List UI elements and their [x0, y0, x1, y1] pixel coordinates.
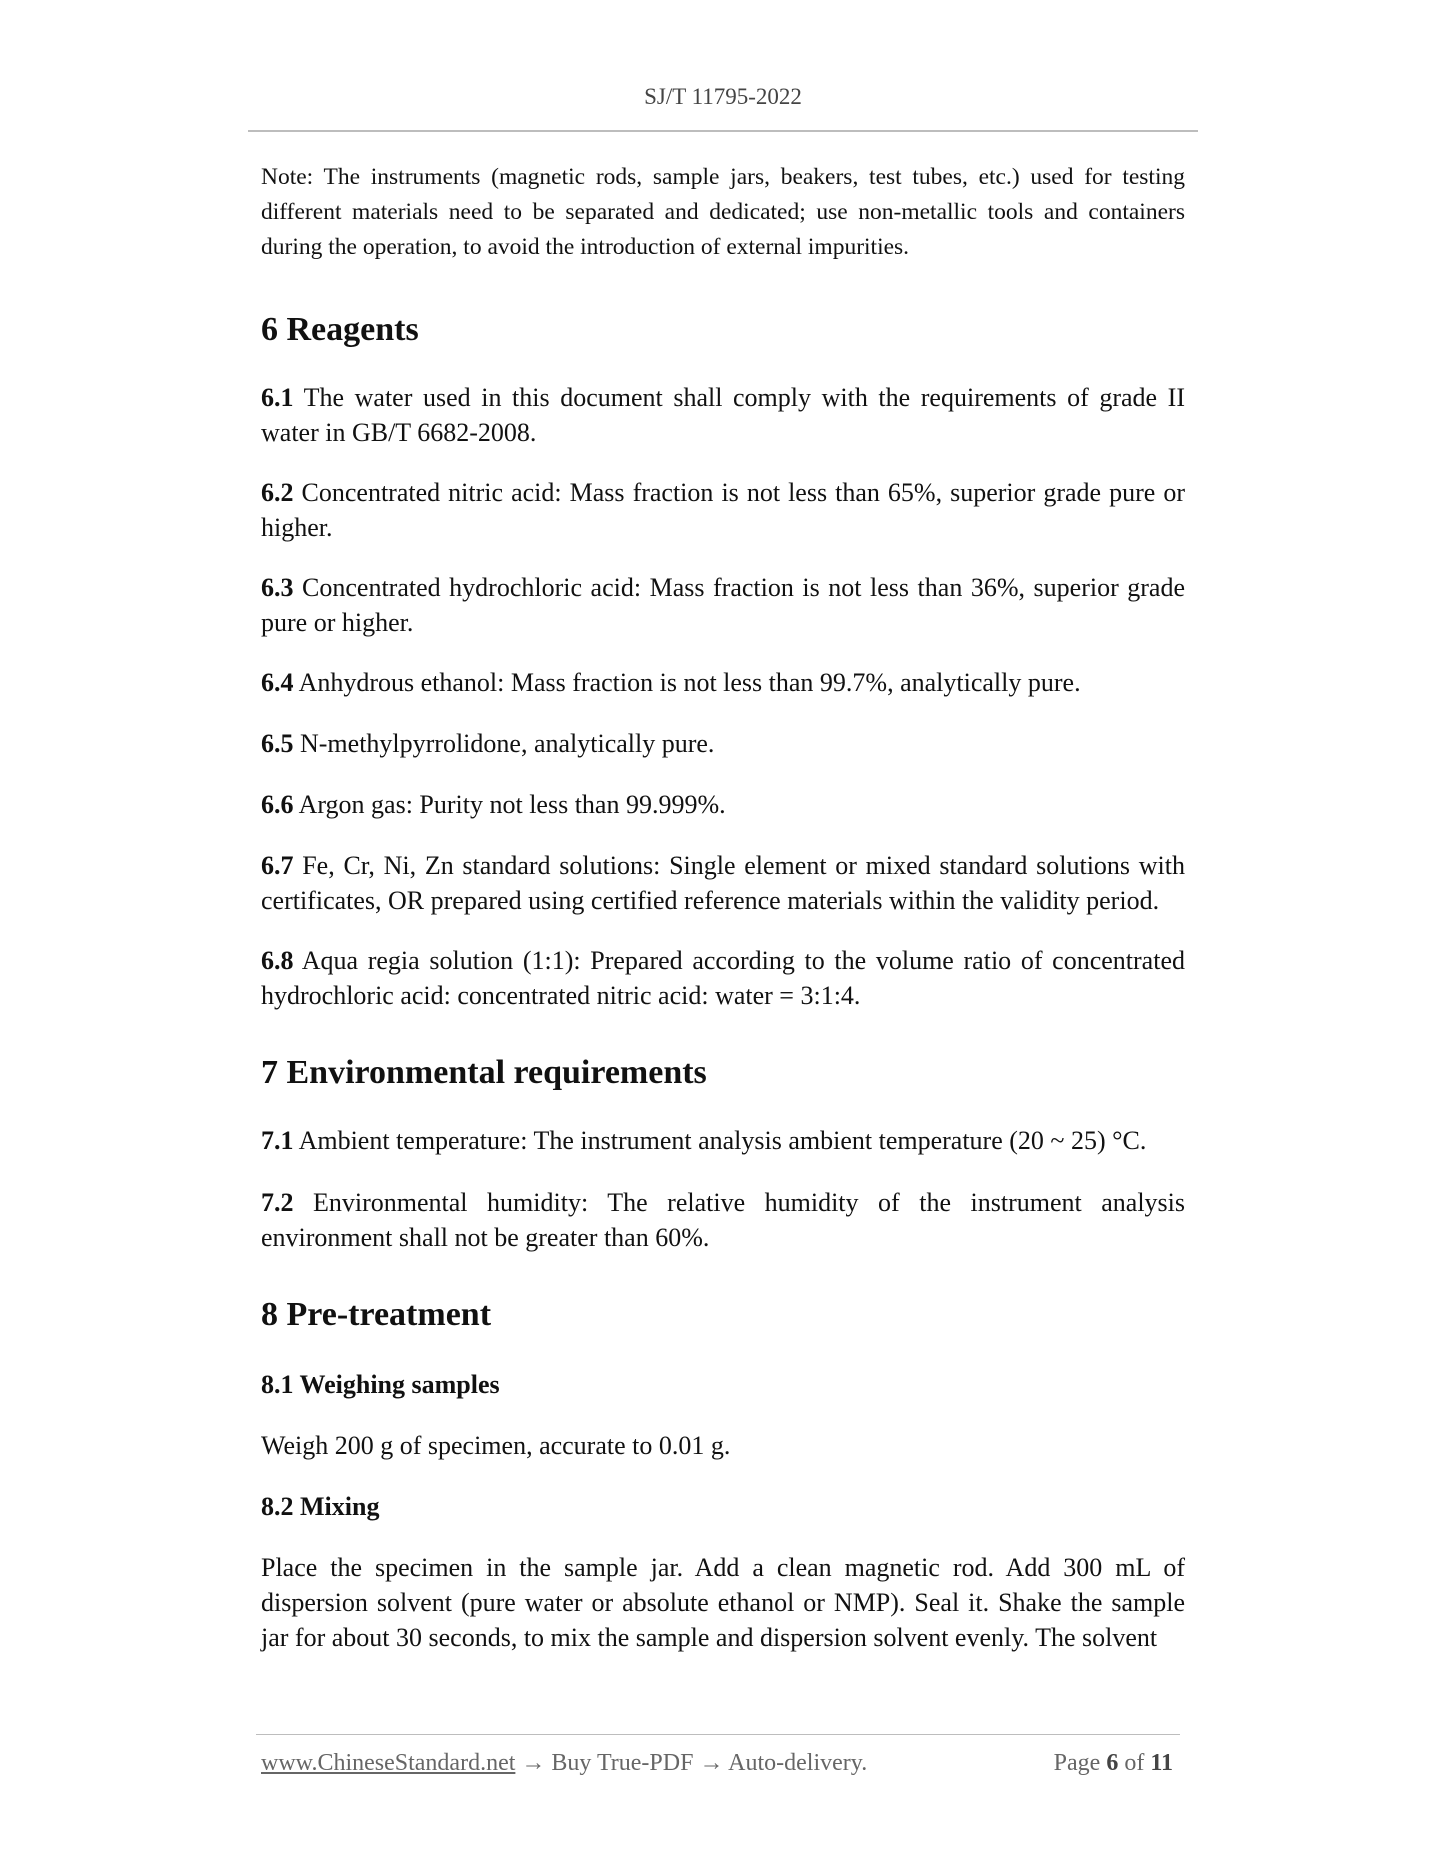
of-label: of — [1118, 1750, 1151, 1776]
page-indicator — [1054, 1750, 1173, 1777]
section-7-heading: 7 Environmental requirements — [261, 1054, 707, 1091]
clause-number: 6.6 — [261, 790, 294, 819]
document-id-header: SJ/T 11795-2022 — [644, 84, 802, 109]
clause-7-1 — [261, 1123, 1185, 1158]
clause-text: Concentrated nitric acid: Mass fraction is not less than 65%, superior grade pure or higher. — [261, 478, 1185, 542]
page-number: 6 — [1106, 1750, 1119, 1776]
website-link[interactable]: www.ChineseStandard.net — [261, 1750, 516, 1776]
page-content — [261, 160, 1185, 1655]
clause-6-5 — [261, 726, 1185, 761]
clause-number: 6.8 — [261, 946, 294, 975]
clause-number: 6.7 — [261, 851, 294, 880]
clause-number: 6.5 — [261, 729, 294, 758]
clause-6-3 — [261, 570, 1185, 640]
subsection-8-2-title: 8.2 Mixing — [261, 1492, 380, 1521]
clause-text: Fe, Cr, Ni, Zn standard solutions: Single element or mixed standard solutions with certificates, OR prepared using certified reference materials within the validity period. — [261, 851, 1185, 915]
clause-number: 6.1 — [261, 383, 294, 412]
clause-text: Ambient temperature: The instrument analysis ambient temperature (20 ~ 25) °C. — [293, 1126, 1147, 1155]
note-paragraph: Note: The instruments (magnetic rods, sample jars, beakers, test tubes, etc.) used for testing different materials need to be separated and dedicated; use non-metallic tools and containers during the operation, to avoid the introduction of external impurities. — [261, 164, 1185, 260]
delivery-text: Auto-delivery. — [728, 1750, 868, 1776]
clause-text: Concentrated hydrochloric acid: Mass fraction is not less than 36%, superior grade pure or higher. — [261, 573, 1185, 637]
subsection-8-1-text: Weigh 200 g of specimen, accurate to 0.01 g. — [261, 1431, 731, 1460]
header-divider — [248, 130, 1198, 132]
clause-text: Environmental humidity: The relative humidity of the instrument analysis environment shall not be greater than 60%. — [261, 1188, 1185, 1252]
subsection-8-1-title: 8.1 Weighing samples — [261, 1370, 500, 1399]
clause-6-1 — [261, 380, 1185, 450]
page-label: Page — [1053, 1750, 1107, 1776]
total-pages: 11 — [1150, 1750, 1173, 1776]
clause-number: 6.3 — [261, 573, 294, 602]
clause-6-2 — [261, 475, 1185, 545]
clause-number: 7.2 — [261, 1188, 294, 1217]
arrow-icon: → — [515, 1750, 552, 1776]
clause-number: 6.4 — [261, 668, 294, 697]
footer-divider — [256, 1734, 1180, 1735]
clause-6-4 — [261, 665, 1185, 700]
clause-text: Anhydrous ethanol: Mass fraction is not less than 99.7%, analytically pure. — [293, 668, 1081, 697]
subsection-8-2-text: Place the specimen in the sample jar. Add a clean magnetic rod. Add 300 mL of dispersion solvent (pure water or absolute ethanol or NMP). Seal it. Shake the sample jar for about 30 seconds, to mix the sample and dispersion solvent evenly. The solvent — [261, 1553, 1185, 1652]
clause-6-8 — [261, 943, 1185, 1013]
clause-number: 6.2 — [261, 478, 294, 507]
clause-text: Aqua regia solution (1:1): Prepared according to the volume ratio of concentrated hydrochloric acid: concentrated nitric acid: water = 3:1:4. — [261, 946, 1185, 1010]
arrow-icon: → — [693, 1750, 729, 1776]
section-6-heading: 6 Reagents — [261, 311, 419, 348]
clause-number: 7.1 — [261, 1126, 294, 1155]
clause-6-6 — [261, 787, 1185, 822]
section-8-heading: 8 Pre-treatment — [261, 1296, 492, 1333]
clause-text: The water used in this document shall comply with the requirements of grade II water in GB/T 6682-2008. — [261, 383, 1185, 447]
page-footer — [261, 1750, 1185, 1777]
clause-6-7 — [261, 848, 1185, 918]
buy-pdf-text: Buy True-PDF — [551, 1750, 694, 1776]
clause-text: N-methylpyrrolidone, analytically pure. — [293, 729, 715, 758]
clause-7-2 — [261, 1185, 1185, 1255]
clause-text: Argon gas: Purity not less than 99.999%. — [293, 790, 726, 819]
